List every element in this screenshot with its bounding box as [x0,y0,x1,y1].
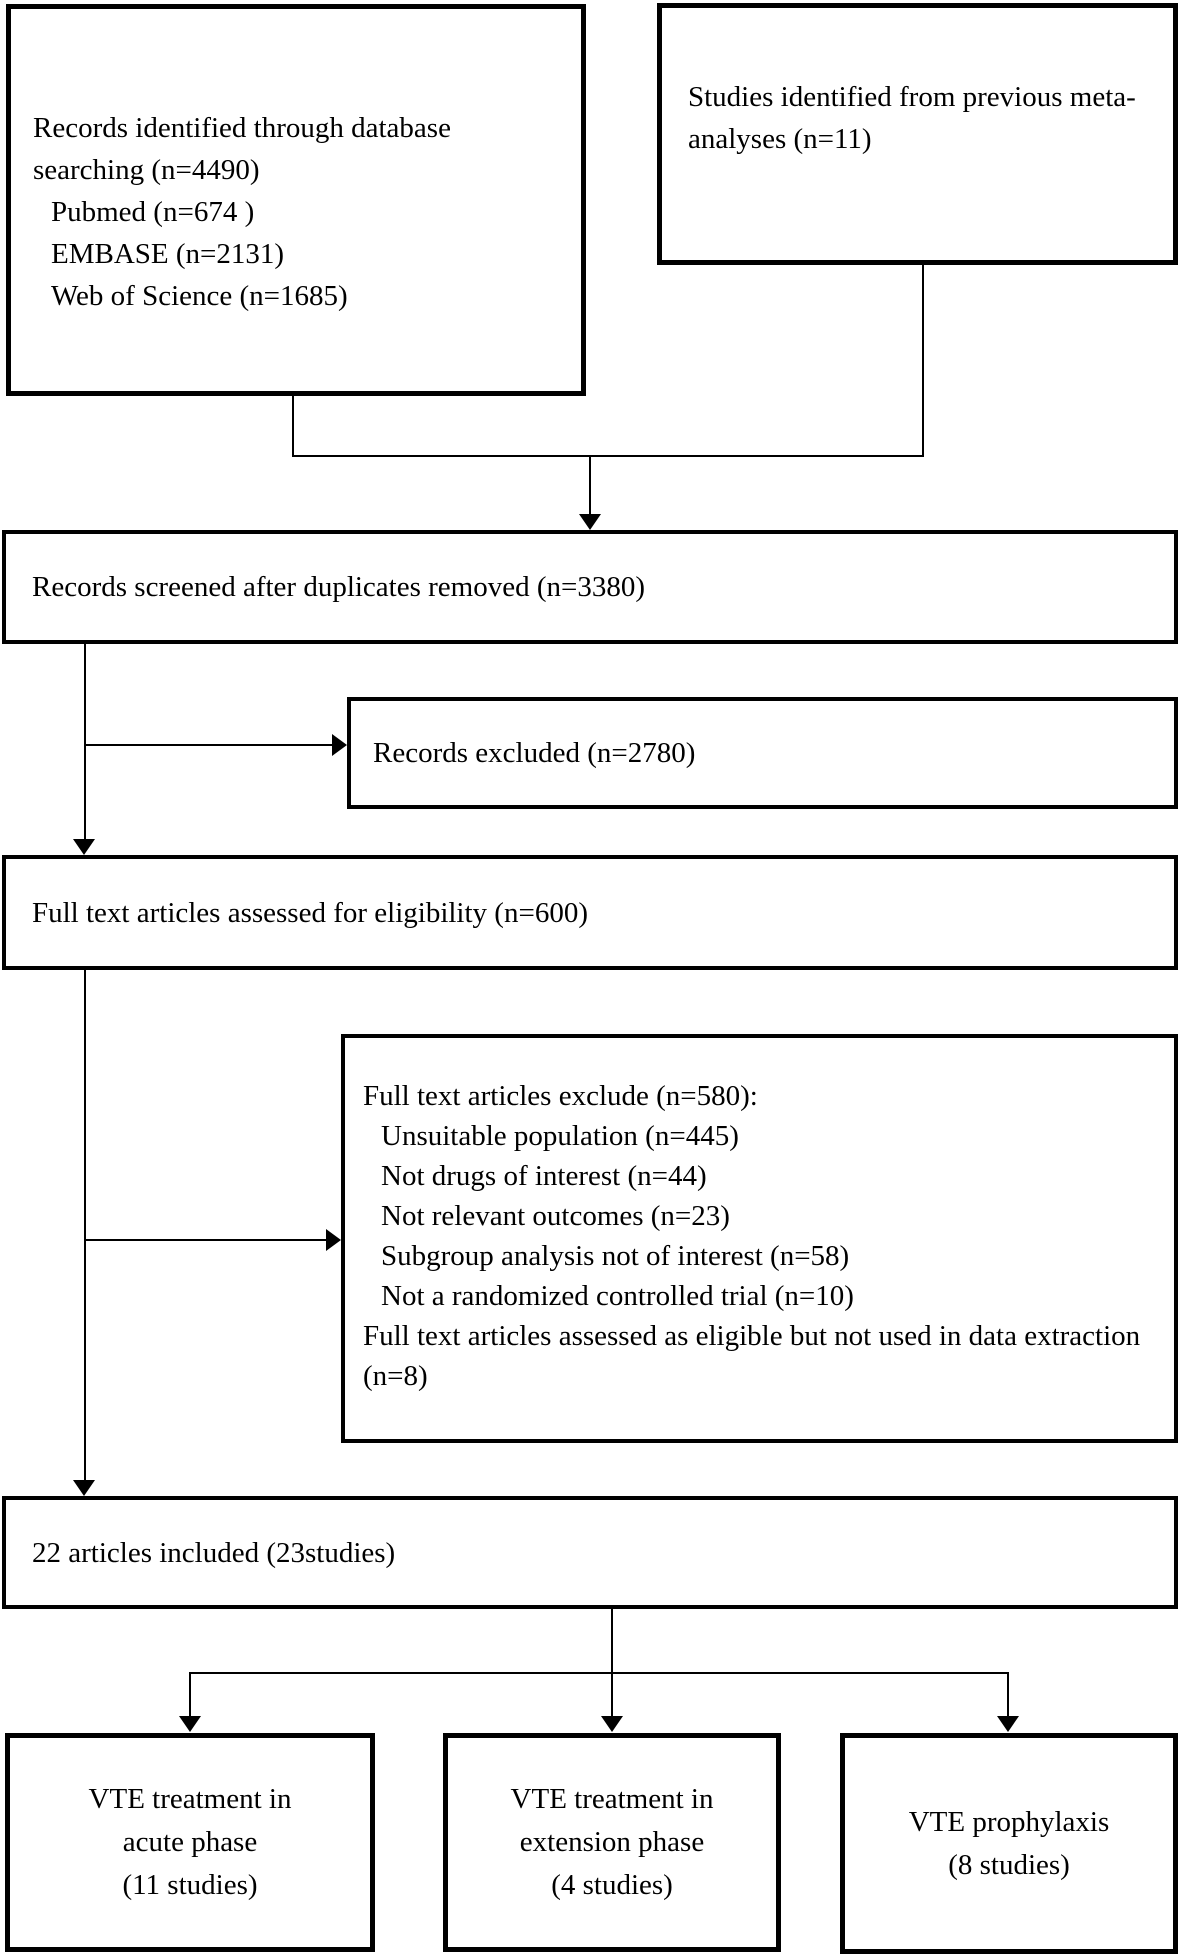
box-vte-prophylaxis [840,1733,1178,1954]
connector-merge-horizontal-line [292,455,924,457]
box-records-screened [2,530,1178,644]
identification-meta-analyses-text: Studies identified from previous meta-analyses (n=11) [688,81,1136,155]
box-articles-included [2,1496,1178,1609]
connector-included-down-line [611,1609,613,1674]
fulltext-assessed-text: Full text articles assessed for eligibility (n=600) [32,896,588,929]
box-vte-treatment-extension [443,1733,781,1952]
box-fulltext-excluded [341,1034,1178,1443]
articles-included-text: 22 articles included (23studies) [32,1536,396,1569]
connector-fulltext-down-line [84,970,86,1480]
arrowhead-down-to-prophylaxis-icon [997,1716,1019,1732]
database-source-pubmed: Pubmed (n=674 ) [51,196,255,228]
arrowhead-down-to-screened-icon [579,514,601,530]
connector-database-down-line [292,396,294,457]
connector-fulltext-excluded-branch-line [86,1239,326,1241]
arrowhead-right-to-fulltext-excluded-icon [326,1229,341,1251]
arrowhead-right-to-records-excluded-icon [332,734,347,756]
connector-meta-down-line [922,265,924,457]
prophylaxis-line-2: (8 studies) [948,1848,1070,1881]
arrowhead-down-to-extension-icon [601,1716,623,1732]
exclusion-reason-not-rct: Not a randomized controlled trial (n=10) [381,1280,854,1312]
exclusion-reason-subgroup: Subgroup analysis not of interest (n=58) [381,1240,850,1272]
connector-split-horizontal-line [189,1672,1009,1674]
acute-line-3: (11 studies) [122,1869,258,1901]
arrowhead-down-to-included-icon [73,1480,95,1496]
box-identification-meta-analyses [657,3,1178,265]
fulltext-excluded-title: Full text articles exclude (n=580): [363,1080,758,1112]
extension-line-3: (4 studies) [551,1869,673,1901]
extension-line-2: extension phase [519,1826,705,1858]
prophylaxis-line-1: VTE prophylaxis [908,1805,1110,1838]
connector-acute-down-line [189,1674,191,1717]
exclusion-reason-population: Unsuitable population (n=445) [381,1120,739,1152]
database-source-web-of-science: Web of Science (n=1685) [51,280,348,312]
box-records-excluded [347,697,1178,809]
connector-screened-down-line [84,644,86,840]
exclusion-reason-outcomes: Not relevant outcomes (n=23) [381,1200,730,1232]
extension-line-1: VTE treatment in [510,1783,714,1815]
box-identification-database [6,4,586,396]
connector-merge-down-line [589,457,591,515]
records-screened-text: Records screened after duplicates removed (n=3380) [32,571,646,603]
identification-database-title: Records identified through database searching (n=4490) [33,112,451,186]
database-source-embase: EMBASE (n=2131) [51,238,285,270]
connector-records-excluded-branch-line [86,744,332,746]
records-excluded-text: Records excluded (n=2780) [373,737,696,769]
arrowhead-down-to-acute-icon [179,1716,201,1732]
box-fulltext-assessed [2,855,1178,970]
exclusion-note-not-used-in-extraction: Full text articles assessed as eligible but not used in data extraction (n=8) [363,1320,1141,1392]
exclusion-reason-drugs: Not drugs of interest (n=44) [381,1160,707,1192]
arrowhead-down-to-fulltext-icon [73,839,95,855]
acute-line-2: acute phase [122,1826,258,1858]
connector-extension-down-line [611,1674,613,1717]
connector-prophylaxis-down-line [1007,1674,1009,1717]
box-vte-treatment-acute [5,1733,375,1952]
acute-line-1: VTE treatment in [88,1783,292,1815]
